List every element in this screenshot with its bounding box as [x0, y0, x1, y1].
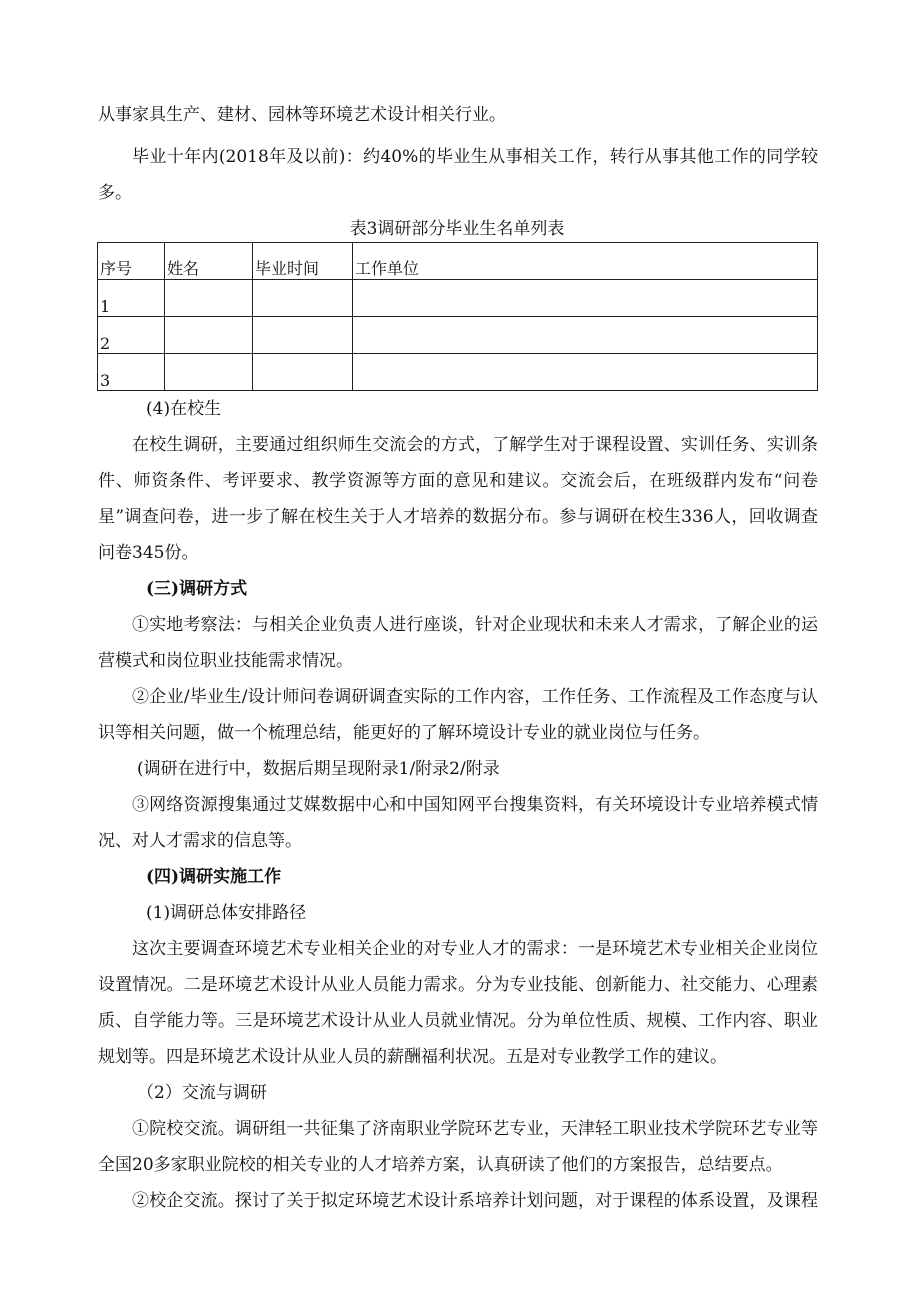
paragraph-line: 全国20多家职业院校的相关专业的人才培养方案，认真研读了他们的方案报告，总结要点。 [98, 1155, 783, 1175]
table-cell-name [165, 317, 253, 354]
section-heading: (四)调研实施工作 [146, 867, 282, 887]
paragraph-line: 件、师资条件、考评要求、教学资源等方面的意见和建议。交流会后，在班级群内发布“问卷 [98, 471, 818, 491]
subsection-heading: （2）交流与调研 [137, 1083, 267, 1103]
paragraph-line: 设置情况。二是环境艺术设计从业人员能力需求。分为专业技能、创新能力、社交能力、心理素 [98, 975, 818, 995]
table-cell-index: 1 [98, 280, 165, 317]
table-cell-index: 3 [98, 354, 165, 391]
table-cell-grad-time [253, 354, 353, 391]
table-cell-employer [353, 317, 818, 354]
paragraph-line: 星”调查问卷，进一步了解在校生关于人才培养的数据分布。参与调研在校生336人，回收调查 [98, 507, 818, 527]
paragraph-line: ①实地考察法：与相关企业负责人进行座谈，针对企业现状和未来人才需求，了解企业的运 [132, 615, 818, 635]
table-cell-name [165, 354, 253, 391]
paragraph-line: ②企业/毕业生/设计师问卷调研调查实际的工作内容，工作任务、工作流程及工作态度与认 [132, 687, 818, 707]
column-header-employer: 工作单位 [353, 243, 818, 280]
table-row [98, 280, 818, 317]
column-header-grad-time: 毕业时间 [253, 243, 353, 280]
table-row [98, 317, 818, 354]
paragraph-line: 这次主要调查环境艺术专业相关企业的对专业人才的需求：一是环境艺术专业相关企业岗位 [132, 939, 818, 959]
table-cell-employer [353, 354, 818, 391]
table-caption: 表3调研部分毕业生名单列表 [349, 219, 565, 239]
graduate-roster-table [97, 242, 818, 391]
paragraph-line: ①院校交流。调研组一共征集了济南职业学院环艺专业，天津轻工职业技术学院环艺专业等 [132, 1119, 818, 1139]
paragraph-note: (调研在进行中，数据后期呈现附录1/附录2/附录 [137, 759, 500, 779]
paragraph-line: 问卷345份。 [98, 543, 199, 563]
table-cell-employer [353, 280, 818, 317]
column-header-index: 序号 [98, 243, 165, 280]
paragraph-line: ②校企交流。探讨了关于拟定环境艺术设计系培养计划问题，对于课程的体系设置，及课程 [132, 1191, 818, 1211]
paragraph-line: 规划等。四是环境艺术设计从业人员的薪酬福利状况。五是对专业教学工作的建议。 [98, 1047, 727, 1067]
table-cell-grad-time [253, 317, 353, 354]
paragraph-line: 多。 [98, 183, 132, 203]
paragraph-line: 质、自学能力等。三是环境艺术设计从业人员就业情况。分为单位性质、规模、工作内容、职业 [98, 1011, 818, 1031]
table-cell-index: 2 [98, 317, 165, 354]
paragraph-line: 况、对人才需求的信息等。 [98, 831, 302, 851]
subsection-heading: (4)在校生 [146, 399, 222, 419]
column-header-name: 姓名 [165, 243, 253, 280]
paragraph-line: 从事家具生产、建材、园林等环境艺术设计相关行业。 [98, 105, 506, 125]
paragraph-line: 在校生调研，主要通过组织师生交流会的方式，了解学生对于课程设置、实训任务、实训条 [132, 435, 818, 455]
table-cell-grad-time [253, 280, 353, 317]
paragraph-line: 营模式和岗位职业技能需求情况。 [98, 651, 353, 671]
table-row [98, 354, 818, 391]
table-header-row [98, 243, 818, 280]
section-heading: (三)调研方式 [146, 579, 248, 599]
paragraph-line: ③网络资源搜集通过艾媒数据中心和中国知网平台搜集资料，有关环境设计专业培养模式情 [132, 795, 818, 815]
paragraph-line: 毕业十年内(2018年及以前)：约40%的毕业生从事相关工作，转行从事其他工作的同学较 [132, 147, 818, 167]
subsection-heading: (1)调研总体安排路径 [146, 903, 307, 923]
paragraph-line: 识等相关问题，做一个梳理总结，能更好的了解环境设计专业的就业岗位与任务。 [98, 723, 710, 743]
table-cell-name [165, 280, 253, 317]
